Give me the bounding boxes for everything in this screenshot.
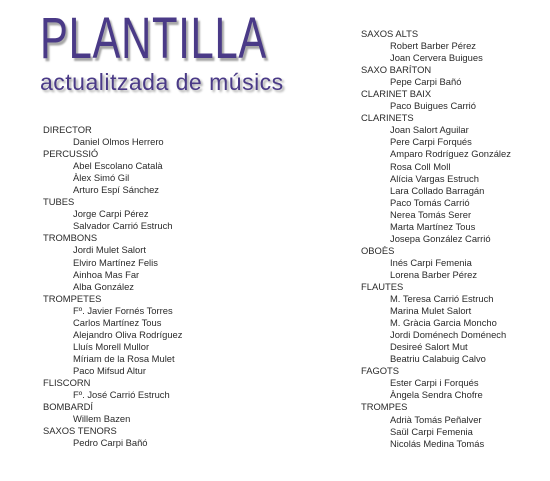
section-group <box>361 88 511 112</box>
member-name: Jorge Carpi Pérez <box>73 208 149 220</box>
title-block <box>40 6 355 95</box>
member-name: Pere Carpi Forqués <box>390 136 472 148</box>
member-name: Marina Mulet Salort <box>390 305 472 317</box>
section-heading: BOMBARDÍ <box>43 401 94 413</box>
member-name: Daniel Olmos Herrero <box>73 136 164 148</box>
section-group <box>361 64 511 88</box>
member-name: Joan Cervera Buigues <box>390 52 483 64</box>
section-group <box>361 28 511 64</box>
member-name: Arturo Espí Sánchez <box>73 184 159 196</box>
member-name: Jordi Mulet Salort <box>73 244 146 256</box>
section-group <box>43 377 182 401</box>
member-name: Paco Tomás Carrió <box>390 196 470 208</box>
section-heading: SAXO BARÍTON <box>361 64 432 76</box>
member-name: Paco Buigues Carrió <box>390 100 476 112</box>
member-name: Inés Carpi Femenia <box>390 256 472 268</box>
member-name: Míriam de la Rosa Mulet <box>73 352 175 364</box>
left-column <box>43 124 182 449</box>
member-name: Lara Collado Barragán <box>390 184 485 196</box>
section-heading: SAXOS ALTS <box>361 28 419 39</box>
member-name: Fº. Javier Fornés Torres <box>73 304 173 316</box>
member-name: Willem Bazen <box>73 413 131 425</box>
member-name: Abel Escolano Català <box>73 160 163 172</box>
section-group <box>43 232 182 292</box>
section-heading: FLAUTES <box>361 280 404 292</box>
section-group <box>43 196 182 232</box>
member-name: Alejandro Oliva Rodríguez <box>73 328 183 340</box>
member-name: Àlex Simó Gil <box>73 172 130 184</box>
member-name: Carlos Martínez Tous <box>73 316 162 328</box>
section-heading: TROMBONS <box>43 232 98 244</box>
member-name: Adrià Tomás Peñalver <box>390 413 482 425</box>
section-group <box>43 401 182 425</box>
member-name: Rosa Coll Moll <box>390 160 451 172</box>
section-group <box>361 245 511 281</box>
member-name: Lluís Morell Mullor <box>73 340 150 352</box>
section-group <box>361 365 511 401</box>
member-name: Elviro Martínez Felis <box>73 256 158 268</box>
member-name: Jordi Doménech Doménech <box>390 329 507 341</box>
member-name: Saül Carpi Femenia <box>390 425 473 437</box>
right-column <box>361 28 511 450</box>
section-heading: SAXOS TENORS <box>43 425 117 437</box>
section-heading: TROMPES <box>361 401 408 413</box>
section-heading: CLARINETS <box>361 112 414 124</box>
section-group <box>43 148 182 196</box>
member-name: Amparo Rodríguez González <box>390 148 511 160</box>
member-name: Joan Salort Aguilar <box>390 124 469 136</box>
member-name: Nerea Tomás Serer <box>390 208 472 220</box>
member-name: Robert Barber Pérez <box>390 40 476 52</box>
section-heading: DIRECTOR <box>43 124 92 135</box>
member-name: M. Teresa Carrió Estruch <box>390 293 494 305</box>
section-heading: TROMPETES <box>43 292 102 304</box>
page-subtitle: actualitzada de músics <box>40 69 284 95</box>
member-name: Josepa González Carrió <box>390 232 491 244</box>
member-name: Paco Mifsud Altur <box>73 364 146 376</box>
section-heading: OBOÈS <box>361 244 395 256</box>
member-name: Ainhoa Mas Far <box>73 268 140 280</box>
member-name: Ester Carpi i Forqués <box>390 377 479 389</box>
section-group <box>361 112 511 245</box>
section-group <box>361 401 511 449</box>
section-group <box>361 281 511 365</box>
member-name: Alba González <box>73 280 134 292</box>
member-name: Pepe Carpi Bañó <box>390 76 462 88</box>
section-heading: FLISCORN <box>43 376 91 388</box>
member-name: Nicolás Medina Tomás <box>390 437 485 449</box>
member-name: Beatriu Calabuig Calvo <box>390 353 486 365</box>
member-name: Marta Martínez Tous <box>390 220 476 232</box>
section-group <box>43 425 182 449</box>
member-name: Alícia Vargas Estruch <box>390 172 479 184</box>
member-name: Lorena Barber Pérez <box>390 268 478 280</box>
section-heading: CLARINET BAIX <box>361 88 432 100</box>
member-name: Fº. José Carrió Estruch <box>73 389 170 401</box>
section-heading: TUBES <box>43 196 75 208</box>
member-name: Pedro Carpi Bañó <box>73 437 148 449</box>
member-name: Desireé Salort Mut <box>390 341 468 353</box>
page-title: PLANTILLA <box>40 6 267 71</box>
section-group <box>43 124 182 148</box>
member-name: Àngela Sendra Chofre <box>390 389 483 401</box>
section-heading: FAGOTS <box>361 365 400 377</box>
member-name: Salvador Carrió Estruch <box>73 220 173 232</box>
member-name: M. Gràcia Garcia Moncho <box>390 317 497 329</box>
section-group <box>43 293 182 377</box>
section-heading: PERCUSSIÓ <box>43 148 99 160</box>
